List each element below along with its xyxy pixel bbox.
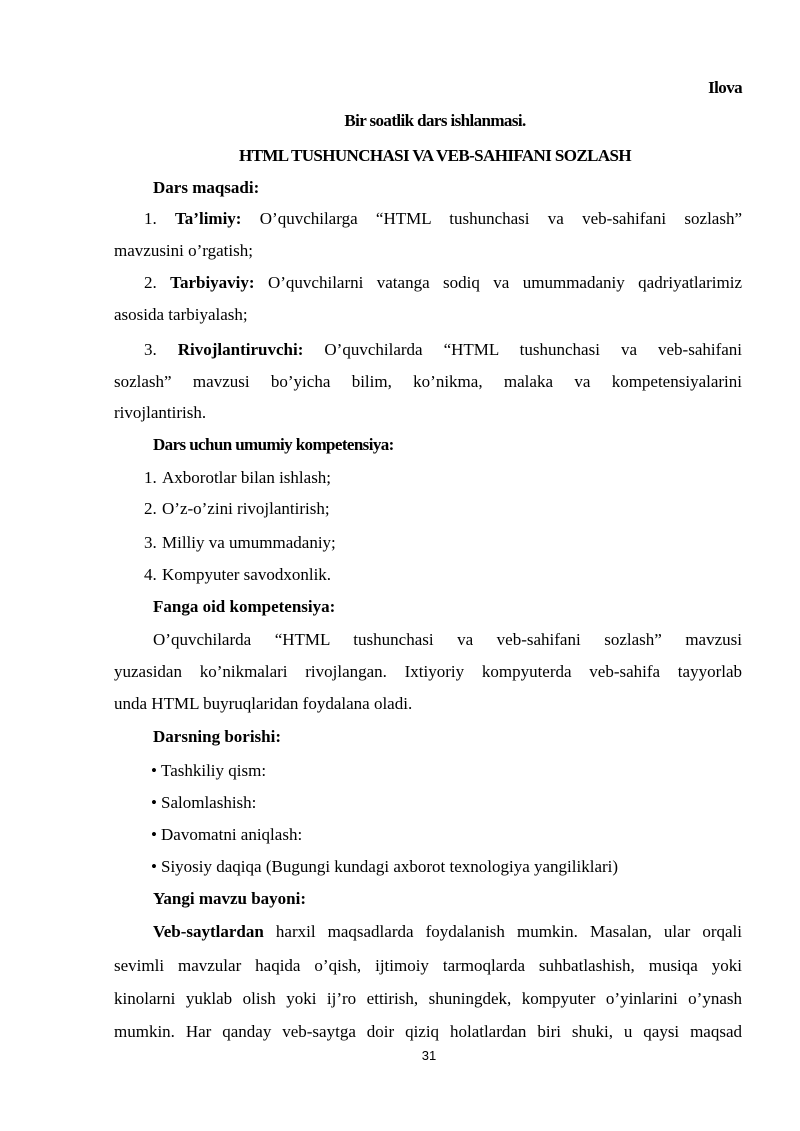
newtopic-heading: Yangi mavzu bayoni: [153,889,307,908]
goal-item-2-line-2: asosida tarbiyalash; [114,305,248,324]
progress-item-1: • Tashkiliy qism: [151,761,267,780]
subject-line-1: O’quvchilarda “HTML tushunchasi va veb-sahifani sozlash” mavzusi [153,630,742,649]
progress-item-2: • Salomlashish: [151,793,257,812]
goal-number: 3. [144,340,157,359]
competence-item-1: 1. Axborotlar bilan ishlash; [144,468,332,487]
subject-line-3: unda HTML buyruqlaridan foydalana oladi. [114,694,413,713]
appendix-label: Ilova [708,78,742,97]
document-subtitle: Bir soatlik dars ishlanmasi. [344,111,526,130]
goals-heading: Dars maqsadi: [153,178,260,197]
goal-item-3-line-3: rivojlantirish. [114,403,207,422]
competence-heading: Dars uchun umumiy kompetensiya: [153,435,394,454]
page-number: 31 [421,1048,437,1063]
competence-item-3: 3. Milliy va umummadaniy; [144,533,336,552]
goal-item-3-line-2: sozlash” mavzusi bo’yicha bilim, ko’nikma, malaka va kompetensiyalarini [114,372,742,391]
goal-number: 2. [144,273,157,292]
goal-number: 1. [144,209,157,228]
progress-item-4: • Siyosiy daqiqa (Bugungi kundagi axborot texnologiya yangiliklari) [151,857,619,876]
newtopic-line-3: kinolarni yuklab olish yoki ij’ro ettirish, shuningdek, kompyuter o’yinlarini o’ynash [114,989,742,1008]
progress-heading: Darsning borishi: [153,727,281,746]
subject-heading: Fanga oid kompetensiya: [153,597,336,616]
goal-item-1-line-2: mavzusini o’rgatish; [114,241,253,260]
newtopic-line-2: sevimli mavzular haqida o’qish, ijtimoiy tarmoqlarda suhbatlashish, musiqa yoki [114,956,742,975]
document-title: HTML TUSHUNCHASI VA VEB-SAHIFANI SOZLASH [239,146,631,165]
competence-item-4: 4. Kompyuter savodxonlik. [144,565,332,584]
competence-item-2: 2. O’z-o’zini rivojlantirish; [144,499,330,518]
goal-item-1-line-1: 1. Ta’limiy: O’quvchilarga “HTML tushunchasi va veb-sahifani sozlash” [144,209,742,228]
newtopic-line-4: mumkin. Har qanday veb-saytga doir qiziq holatlardan biri shuki, u qaysi maqsad [114,1022,742,1041]
progress-item-3: • Davomatni aniqlash: [151,825,303,844]
goal-label: Rivojlantiruvchi: [177,340,304,359]
goal-label: Ta’limiy: [175,209,242,228]
subject-line-2: yuzasidan ko’nikmalari rivojlangan. Ixtiyoriy kompyuterda veb-sahifa tayyorlab [114,662,742,681]
goal-item-2-line-1: 2. Tarbiyaviy: O’quvchilarni vatanga sodiq va umummadaniy qadriyatlarimiz [144,273,743,292]
goal-item-3-line-1: 3. Rivojlantiruvchi: O’quvchilarda “HTML tushunchasi va veb-sahifani [144,340,743,359]
newtopic-line-1: Veb-saytlardan harxil maqsadlarda foydalanish mumkin. Masalan, ular orqali [153,922,742,941]
goal-label: Tarbiyaviy: [170,273,255,292]
